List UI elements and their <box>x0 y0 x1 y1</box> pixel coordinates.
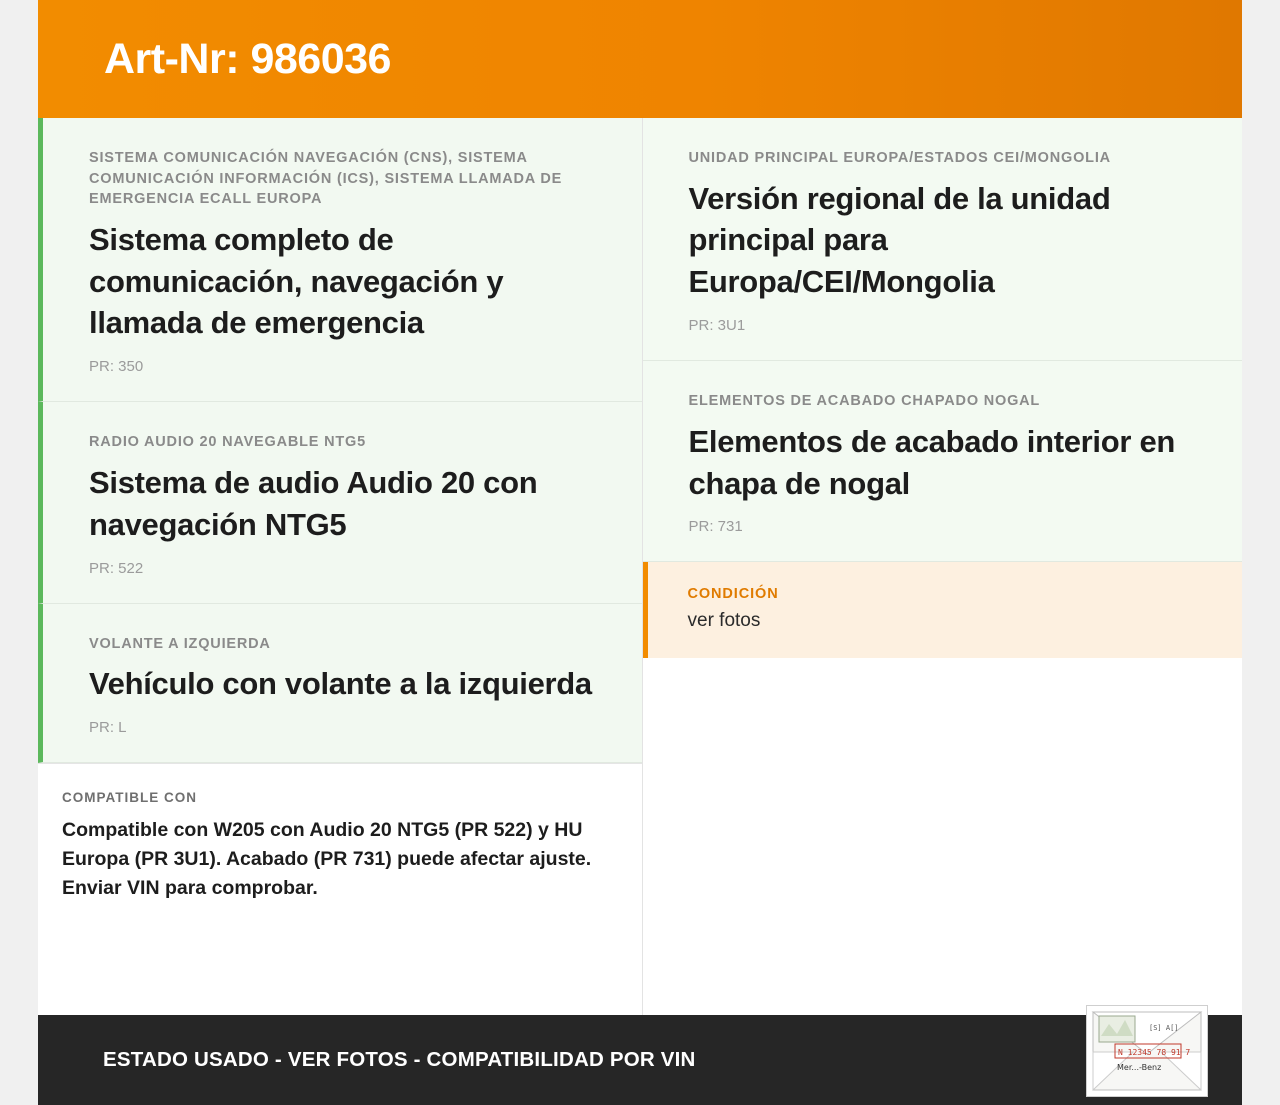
feature-card <box>38 118 642 402</box>
condition-eyebrow: CONDICIÓN <box>687 586 779 603</box>
feature-eyebrow: VOLANTE A IZQUIERDA <box>89 635 271 652</box>
feature-eyebrow: SISTEMA COMUNICACIÓN NAVEGACIÓN (CNS), SISTEMA COMUNICACIÓN INFORMACIÓN (ICS), SISTEMA LLAMADA DE EMERGENCIA ECALL EUROPA <box>89 150 563 208</box>
product-listing-page <box>38 0 1242 1105</box>
compatibility-text: Compatible con W205 con Audio 20 NTG5 (PR 522) y HU Europa (PR 3U1). Acabado (PR 731) puede afectar ajuste. Enviar VIN para comprobar. <box>62 818 592 899</box>
feature-eyebrow: UNIDAD PRINCIPAL EUROPA/ESTADOS CEI/MONGOLIA <box>688 150 1111 166</box>
feature-pr-code: PR: 522 <box>89 559 144 577</box>
features-columns <box>38 118 1242 1015</box>
feature-pr-code: PR: L <box>89 718 127 736</box>
feature-eyebrow: ELEMENTOS DE ACABADO CHAPADO NOGAL <box>688 393 1041 410</box>
footer-text: ESTADO USADO - VER FOTOS - COMPATIBILIDAD POR VIN <box>103 1048 696 1071</box>
feature-card <box>643 361 1243 562</box>
compatibility-box <box>38 763 642 929</box>
condition-card <box>643 562 1243 658</box>
condition-text: ver fotos <box>687 610 761 632</box>
feature-pr-code: PR: 731 <box>688 518 743 536</box>
feature-card <box>643 118 1243 361</box>
feature-title: Versión regional de la unidad principal para Europa/CEI/Mongolia <box>688 180 1111 300</box>
footer-bar <box>38 1015 1242 1105</box>
feature-title: Vehículo con volante a la izquierda <box>89 666 592 702</box>
feature-title: Sistema completo de comunicación, navegación y llamada de emergencia <box>89 221 504 341</box>
feature-pr-code: PR: 350 <box>89 358 144 376</box>
feature-title: Elementos de acabado interior en chapa de nogal <box>688 423 1176 501</box>
svg-text:N 12345 78 91 7: N 12345 78 91 7 <box>1118 1048 1191 1057</box>
right-column <box>643 118 1243 658</box>
svg-text:Mer...-Benz: Mer...-Benz <box>1117 1063 1162 1072</box>
feature-title: Sistema de audio Audio 20 con navegación NTG5 <box>89 464 538 542</box>
feature-card <box>38 604 642 763</box>
compatibility-eyebrow: COMPATIBLE CON <box>62 789 197 805</box>
feature-card <box>38 402 642 603</box>
header-bar <box>38 0 1242 118</box>
left-column <box>38 118 642 929</box>
envelope-stamp-icon <box>1086 1005 1208 1097</box>
feature-eyebrow: RADIO AUDIO 20 NAVEGABLE NTG5 <box>89 434 366 451</box>
svg-text:[S] A[]: [S] A[] <box>1149 1024 1179 1032</box>
page-title: Art-Nr: 986036 <box>104 34 391 83</box>
feature-pr-code: PR: 3U1 <box>688 317 746 335</box>
